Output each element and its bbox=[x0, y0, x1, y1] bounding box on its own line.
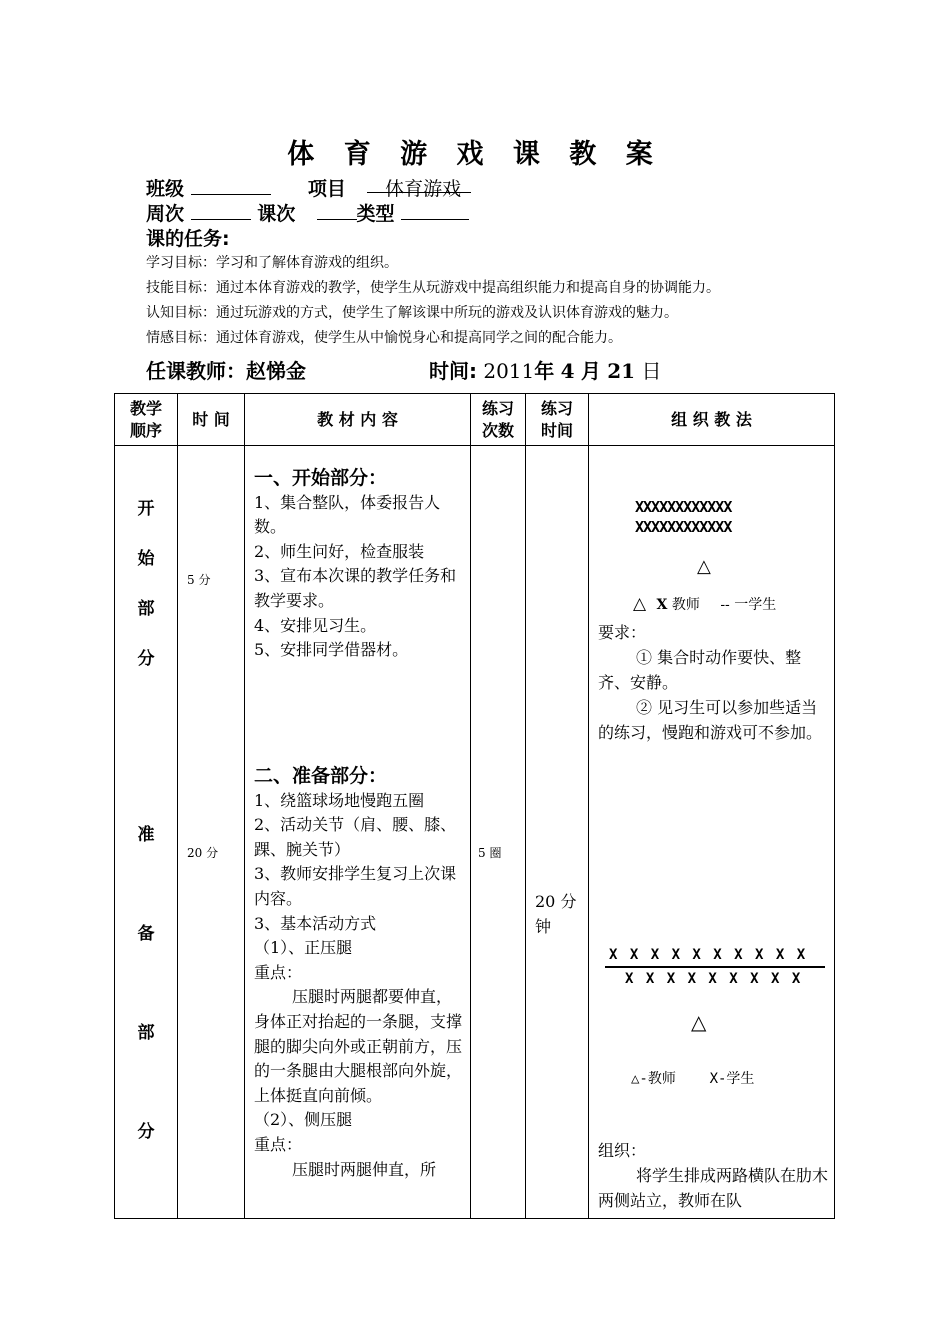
stage-prep-char: 分 bbox=[137, 1122, 155, 1142]
method-cell bbox=[589, 446, 835, 1219]
content-item: （2）、侧压腿 bbox=[254, 1110, 353, 1130]
req-item: ② 见习生可以参加些适当的练习，慢跑和游戏可不参加。 bbox=[598, 698, 823, 742]
goal-emotional: 情感目标：通过体育游戏，使学生从中愉悦身心和提高同学之间的配合能力。 bbox=[146, 330, 622, 346]
req-label: 要求： bbox=[598, 623, 647, 642]
org-label: 组织： bbox=[598, 1141, 647, 1160]
header-method: 组 织 教 法 bbox=[589, 394, 835, 446]
content-item: 重点： bbox=[254, 1134, 303, 1154]
page-title: 体 育 游 戏 课 教 案 bbox=[287, 139, 663, 170]
legend-1 bbox=[633, 594, 776, 614]
header-line-2 bbox=[146, 199, 469, 226]
content-prep bbox=[254, 764, 464, 1182]
content-item: 3、基本活动方式 bbox=[254, 913, 377, 933]
teacher-triangle-icon-2: △ bbox=[691, 1010, 707, 1034]
teacher-name: 任课教师：赵悌金 bbox=[146, 359, 306, 383]
section-start-title: 一、开始部分： bbox=[254, 467, 388, 489]
requirements bbox=[598, 620, 828, 745]
date-day-unit: 日 bbox=[641, 359, 662, 383]
content-item: 3、宣布本次课的教学任务和教学要求。 bbox=[254, 566, 457, 610]
table-body-row bbox=[115, 446, 835, 1219]
duration-cell bbox=[526, 446, 589, 1219]
project-value: 体育游戏 bbox=[367, 174, 471, 193]
student-row-1: XXXXXXXXXXXX bbox=[635, 498, 732, 516]
stage-start-char: 开 bbox=[137, 499, 155, 519]
stage-cell bbox=[115, 446, 178, 1219]
date-month: 4 bbox=[560, 359, 575, 383]
content-start bbox=[254, 466, 464, 663]
content-item: 3、教师安排学生复习上次课内容。 bbox=[254, 864, 457, 908]
project-label: 项目 bbox=[307, 178, 346, 200]
header-order: 教学 顺序 bbox=[115, 394, 178, 446]
stage-start-char: 部 bbox=[137, 599, 155, 619]
stage-prep-char: 部 bbox=[137, 1023, 155, 1043]
date-day: 21 bbox=[607, 359, 636, 383]
type-label: 类型 bbox=[356, 203, 395, 225]
content-item: 2、师生问好，检查服装 bbox=[254, 541, 425, 561]
week-blank bbox=[191, 201, 251, 220]
reps-cell bbox=[471, 446, 526, 1219]
lesson-plan-table bbox=[114, 393, 835, 1219]
student-row-2: XXXXXXXXXXXX bbox=[635, 518, 732, 536]
organization bbox=[598, 1138, 828, 1213]
stage-start-char: 始 bbox=[137, 549, 155, 569]
content-item: 压腿时两腿都要伸直，身体正对抬起的一条腿，支撑腿的脚尖向外或正朝前方，压的一条腿由大腿根部向外旋，上体挺直向前倾。 bbox=[254, 987, 463, 1105]
time-prep: 20 分 bbox=[187, 846, 219, 860]
date-year-unit: 年 bbox=[534, 359, 555, 383]
org-text: 将学生排成两路横队在肋木两侧站立，教师在队 bbox=[598, 1166, 829, 1210]
stage-start-char: 分 bbox=[137, 649, 155, 669]
header-time: 时 间 bbox=[178, 394, 245, 446]
goal-cognitive: 认知目标：通过玩游戏的方式，使学生了解该课中所玩的游戏及认识体育游戏的魅力。 bbox=[146, 305, 678, 321]
content-item: 2、活动关节（肩、腰、膝、踝、腕关节） bbox=[254, 815, 457, 859]
date-line bbox=[429, 355, 661, 384]
lesson-blank bbox=[317, 201, 357, 220]
time-cell bbox=[178, 446, 245, 1219]
stage-prep-char: 准 bbox=[137, 825, 155, 845]
stage-prep-char: 备 bbox=[137, 924, 155, 944]
content-cell bbox=[245, 446, 471, 1219]
content-item: 5、安排同学借器材。 bbox=[254, 640, 409, 660]
content-item: （1）、正压腿 bbox=[254, 938, 353, 958]
lesson-label: 课次 bbox=[257, 203, 296, 225]
content-item: 1、集合整队，体委报告人数。 bbox=[254, 492, 441, 537]
goal-learning: 学习目标：学习和了解体育游戏的组织。 bbox=[146, 255, 398, 271]
content-item: 1、绕篮球场地慢跑五圈 bbox=[254, 790, 425, 810]
reps-prep: 5 圈 bbox=[478, 846, 502, 860]
time-label: 时间: bbox=[429, 359, 477, 383]
header-duration: 练习 时间 bbox=[526, 394, 589, 446]
goal-skill: 技能目标：通过本体育游戏的教学，使学生从玩游戏中提高组织能力和提高自身的协调能力。 bbox=[146, 280, 720, 296]
legend-teacher: 教师 bbox=[671, 597, 700, 613]
content-item: 4、安排见习生。 bbox=[254, 615, 377, 635]
wall-bar-line bbox=[605, 966, 825, 968]
type-blank bbox=[401, 201, 469, 220]
content-item: 重点： bbox=[254, 962, 303, 982]
date-month-unit: 月 bbox=[580, 359, 601, 383]
teacher-line bbox=[146, 355, 306, 384]
task-label: 课的任务: bbox=[146, 228, 230, 250]
header-content: 教 材 内 容 bbox=[245, 394, 471, 446]
teacher-triangle-icon: △ bbox=[697, 556, 711, 577]
table-header-row bbox=[115, 394, 835, 446]
duration-prep: 20 分钟 bbox=[535, 892, 577, 936]
triangle-icon: △ bbox=[633, 594, 647, 614]
legend-student: -- 一学生 bbox=[720, 597, 777, 613]
bar-students-top: X X X X X X X X X X bbox=[609, 947, 808, 963]
header-reps: 练习 次数 bbox=[471, 394, 526, 446]
class-blank bbox=[191, 176, 271, 195]
bar-students-bottom: X X X X X X X X X bbox=[625, 971, 803, 987]
time-start: 5 分 bbox=[187, 573, 211, 587]
legend-2: △-教师 X-学生 bbox=[631, 1071, 755, 1087]
section-prep-title: 二、准备部分： bbox=[254, 765, 388, 787]
req-item: ① 集合时动作要快、整齐、安静。 bbox=[598, 648, 802, 692]
class-label: 班级 bbox=[146, 178, 185, 200]
content-item: 压腿时两腿伸直，所 bbox=[292, 1159, 437, 1179]
date-year: 2011 bbox=[483, 359, 535, 383]
student-x-icon: X bbox=[656, 597, 668, 613]
week-label: 周次 bbox=[146, 203, 185, 225]
header-line-1 bbox=[146, 174, 471, 201]
